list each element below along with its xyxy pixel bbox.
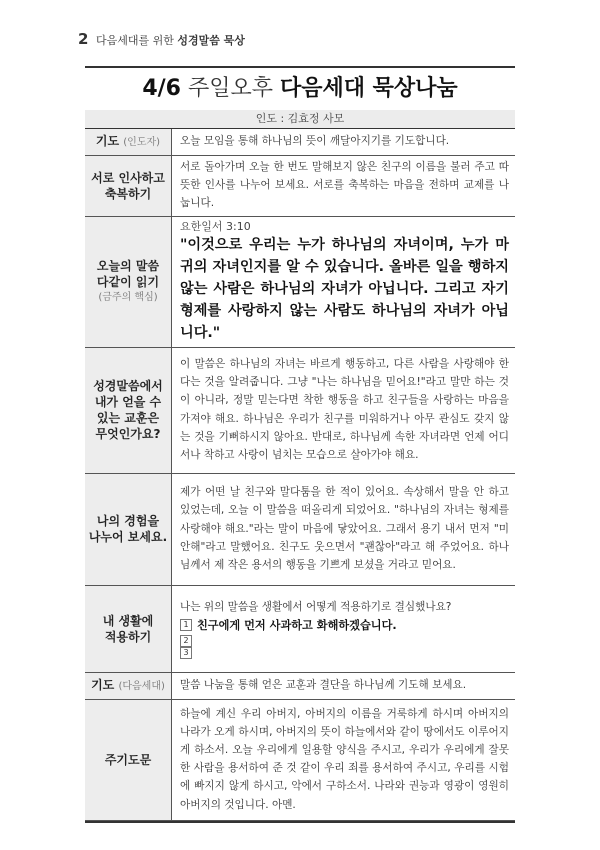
apply-option-3	[180, 647, 509, 659]
verse-reference: 요한일서 3:10	[180, 219, 251, 233]
option-1-box[interactable]: 1	[180, 619, 192, 631]
option-1-answer: 친구에게 먼저 사과하고 화해하겠습니다.	[197, 618, 397, 632]
lords-prayer-text: 하늘에 계신 우리 아버지, 아버지의 이름을 거룩하게 하시며 아버지의 나라가 오게 하시며, 아버지의 뜻이 하늘에서와 같이 땅에서도 이루어지게 하소서. 오늘 우리에게 일용할 양식을 주시고, 우리가 우리에게 잘못한 사람을 용서하여 준 것 같이 우리 죄를 용서하여 주시고, 우리를 시험에 빠지지 않게 하시고, 악에서 구하소서. 나라와 권능과 영광이 영원히 아버지의 것입니다. 아멘.	[172, 699, 516, 820]
bottom-rule	[85, 821, 515, 823]
label-lesson: 성경말씀에서 내가 얻을 수 있는 교훈은 무엇인가요?	[85, 347, 172, 473]
label-prayer-next-gen-sub: (다음세대)	[118, 680, 165, 692]
running-head-prefix: 다음세대를 위한	[95, 34, 174, 47]
label-prayer: 기도 (인도자)	[85, 129, 172, 156]
prayer-next-gen-text: 말씀 나눔을 통해 얻은 교훈과 결단을 하나님께 기도해 보세요.	[172, 672, 516, 699]
row-apply	[85, 585, 515, 672]
title-service: 주일오후	[187, 76, 273, 101]
option-3-box[interactable]: 3	[180, 647, 192, 659]
greeting-text: 서로 돌아가며 오늘 한 번도 말해보지 않은 친구의 이름을 불러 주고 따뜻한 인사를 나누어 보세요. 서로를 축복하는 마음을 전하며 교제를 나눕니다.	[172, 156, 516, 217]
label-prayer-sub: (인도자)	[123, 137, 161, 148]
prayer-text: 오늘 모임을 통해 하나님의 뜻이 깨달아지기를 기도합니다.	[172, 129, 516, 156]
page-number: 2	[78, 30, 89, 48]
lesson-text: 이 말씀은 하나님의 자녀는 바르게 행동하고, 다른 사람을 사랑해야 한다는 것을 알려줍니다. 그냥 "나는 하나님을 믿어요!"라고 말만 하는 것이 아니라, 정말 믿는다면 착한 행동을 하고 친구들을 사랑하는 마음을 가져야 해요. 하나님은 우리가 친구를 미워하거나 아무 관심도 갖지 않는 것을 기뻐하시지 않아요. 반대로, 하나님께 속한 자녀라면 언제 어디서나 착하고 사랑이 넘치는 모습으로 살아가야 해요.	[172, 347, 516, 473]
row-greeting	[85, 156, 515, 217]
worksheet-table	[85, 129, 515, 821]
running-head-title: 성경말씀 묵상	[177, 34, 245, 47]
running-head	[78, 30, 245, 48]
row-prayer-next-gen	[85, 672, 515, 699]
row-lords-prayer	[85, 699, 515, 820]
row-experience	[85, 473, 515, 585]
label-lords-prayer: 주기도문	[85, 699, 172, 820]
leader-line: 인도 : 김효정 사모	[85, 110, 515, 129]
apply-option-2	[180, 635, 509, 647]
apply-option-1	[180, 616, 509, 635]
label-greeting: 서로 인사하고 축복하기	[85, 156, 172, 217]
label-prayer-next-gen: 기도 (다음세대)	[85, 672, 172, 699]
row-prayer	[85, 129, 515, 156]
title-date: 4/6	[142, 76, 181, 101]
row-lesson	[85, 347, 515, 473]
worksheet	[85, 66, 515, 823]
label-reading: 오늘의 말씀 다같이 읽기 (금주의 핵심)	[85, 216, 172, 347]
label-reading-sub: (금주의 핵심)	[98, 291, 158, 303]
experience-text: 제가 어떤 날 친구와 말다툼을 한 적이 있어요. 속상해서 말을 안 하고 있었는데, 오늘 이 말씀을 떠올리게 되었어요. "하나님의 자녀는 형제를 사랑해야 해요."라는 말이 마음에 닿았어요. 그래서 용기 내서 먼저 "미안해"라고 말했어요. 친구도 웃으면서 "괜찮아"라고 해 주었어요. 하나님께서 제 작은 용서의 행동을 기쁘게 보셨을 거라고 믿어요.	[172, 473, 516, 585]
label-experience: 나의 경험을 나누어 보세요.	[85, 473, 172, 585]
label-apply: 내 생활에 적용하기	[85, 585, 172, 672]
page-title	[85, 68, 515, 110]
key-verse: "이것으로 우리는 누가 하나님의 자녀이며, 누가 마귀의 자녀인지를 알 수 있습니다. 올바른 일을 행하지 않는 사람은 하나님의 자녀가 아닙니다. 그리고 자기 형제를 사랑하지 않는 사람도 하나님의 자녀가 아닙니다."	[180, 236, 509, 341]
title-main: 다음세대 묵상나눔	[279, 76, 458, 101]
option-2-box[interactable]: 2	[180, 635, 192, 647]
apply-question: 나는 위의 말씀을 생활에서 어떻게 적용하기로 결심했나요?	[180, 600, 452, 613]
row-reading	[85, 216, 515, 347]
